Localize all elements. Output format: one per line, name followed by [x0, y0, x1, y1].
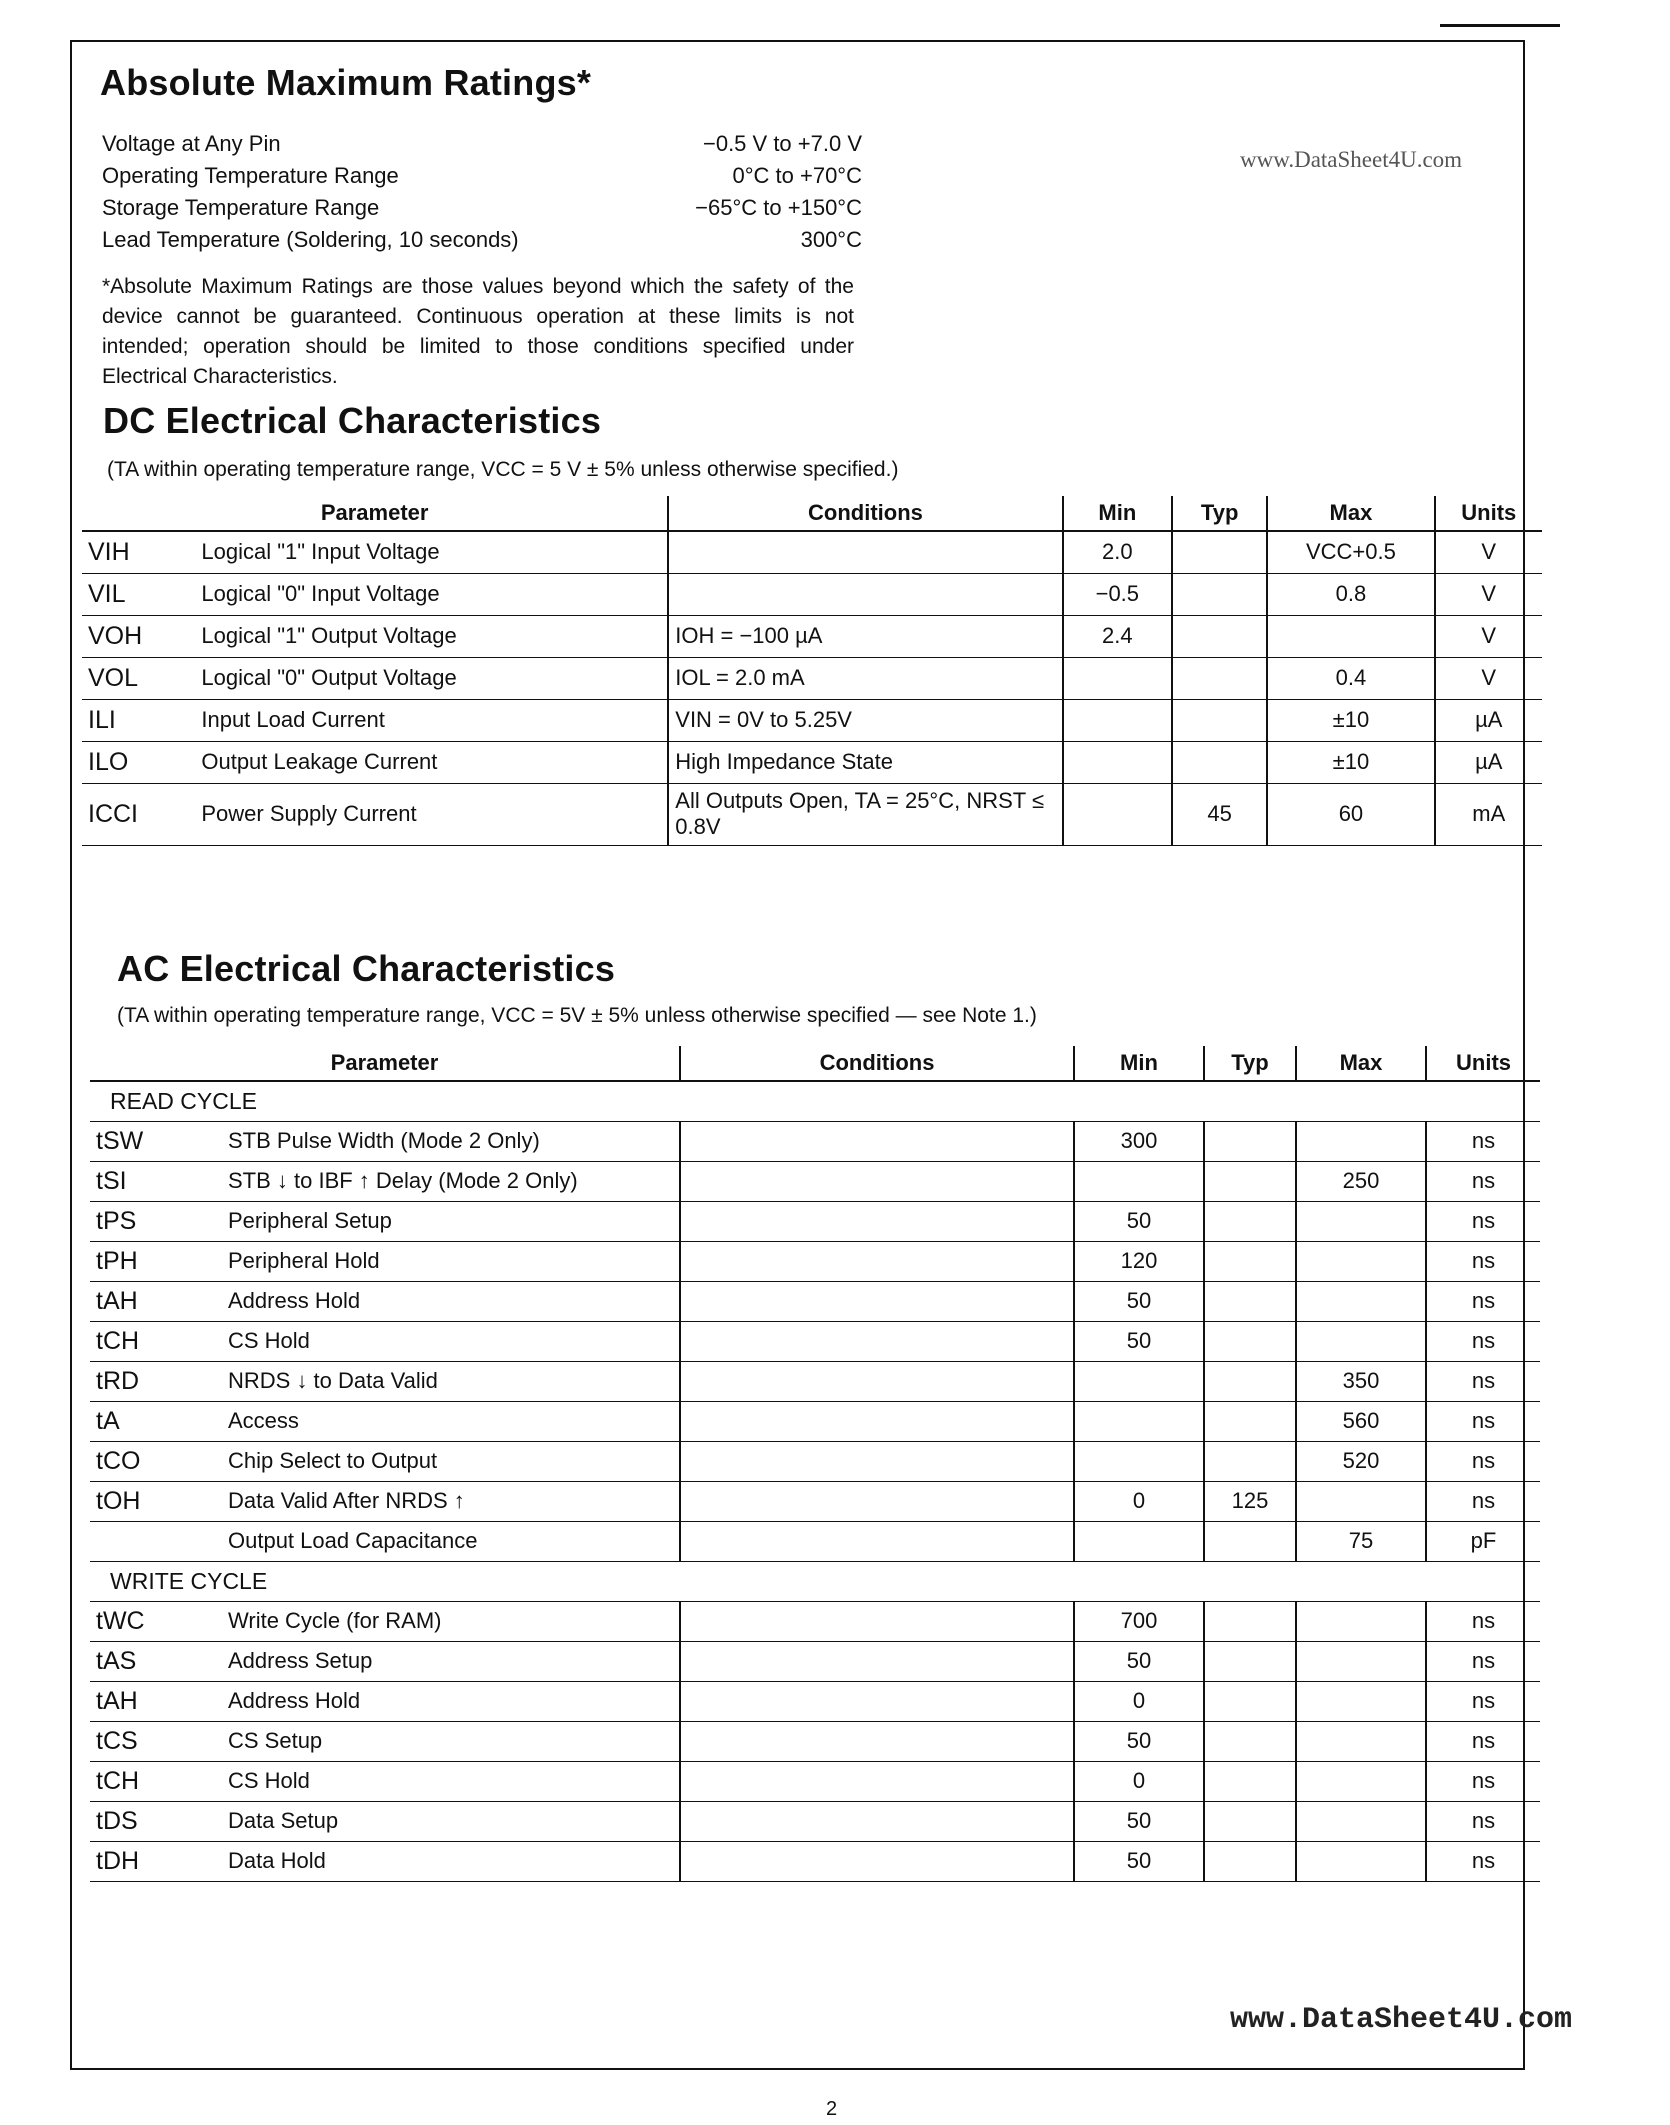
dc-min [1063, 699, 1172, 741]
ac-min [1074, 1401, 1204, 1441]
dc-typ [1172, 657, 1267, 699]
dc-subtitle: (TA within operating temperature range, VCC = 5 V ± 5% unless otherwise specified.) [107, 458, 899, 481]
dc-min [1063, 783, 1172, 845]
dc-units: V [1435, 573, 1543, 615]
ac-units: ns [1426, 1201, 1540, 1241]
ac-min [1074, 1441, 1204, 1481]
dc-max: ±10 [1267, 699, 1434, 741]
dc-typ [1172, 531, 1267, 573]
dc-units: V [1435, 657, 1543, 699]
ac-units: ns [1426, 1761, 1540, 1801]
ac-min: 50 [1074, 1321, 1204, 1361]
ac-typ [1204, 1441, 1296, 1481]
ac-parameter: NRDS ↓ to Data Valid [222, 1361, 680, 1401]
top-edge-mark [1440, 24, 1560, 27]
ac-row [90, 1241, 1540, 1281]
ac-parameter: Output Load Capacitance [222, 1521, 680, 1561]
ac-symbol: tRD [90, 1361, 222, 1401]
dc-conditions: VIN = 0V to 5.25V [668, 699, 1062, 741]
dc-min [1063, 657, 1172, 699]
dc-min: −0.5 [1063, 573, 1172, 615]
dc-row [82, 615, 1542, 657]
dc-row [82, 573, 1542, 615]
dc-header-units: Units [1435, 496, 1543, 531]
ac-max [1296, 1321, 1426, 1361]
ac-parameter: CS Setup [222, 1721, 680, 1761]
ac-row [90, 1321, 1540, 1361]
ac-units: ns [1426, 1681, 1540, 1721]
ac-conditions [680, 1641, 1074, 1681]
dc-conditions: IOL = 2.0 mA [668, 657, 1062, 699]
ac-parameter: STB ↓ to IBF ↑ Delay (Mode 2 Only) [222, 1161, 680, 1201]
ac-row [90, 1401, 1540, 1441]
ac-min: 120 [1074, 1241, 1204, 1281]
ac-conditions [680, 1481, 1074, 1521]
ac-units: ns [1426, 1641, 1540, 1681]
ac-conditions [680, 1241, 1074, 1281]
dc-min [1063, 741, 1172, 783]
ac-max: 250 [1296, 1161, 1426, 1201]
ac-row [90, 1521, 1540, 1561]
ac-symbol: tCO [90, 1441, 222, 1481]
ac-typ [1204, 1841, 1296, 1881]
ac-header-min: Min [1074, 1046, 1204, 1081]
ac-units: ns [1426, 1801, 1540, 1841]
dc-units: mA [1435, 783, 1543, 845]
ac-header-row [90, 1046, 1540, 1081]
ac-typ [1204, 1201, 1296, 1241]
rating-label: Storage Temperature Range [102, 195, 380, 220]
dc-header-row [82, 496, 1542, 531]
read-cycle-label: READ CYCLE [90, 1081, 1540, 1121]
ac-typ [1204, 1521, 1296, 1561]
ac-symbol [90, 1521, 222, 1561]
ac-max [1296, 1601, 1426, 1641]
ac-row [90, 1481, 1540, 1521]
ac-parameter: Access [222, 1401, 680, 1441]
ac-row [90, 1161, 1540, 1201]
ac-units: ns [1426, 1721, 1540, 1761]
ac-parameter: Address Hold [222, 1681, 680, 1721]
dc-title: DC Electrical Characteristics [103, 400, 602, 441]
ac-max: 350 [1296, 1361, 1426, 1401]
watermark-bottom[interactable]: www.DataSheet4U.com [1230, 2003, 1573, 2037]
ac-conditions [680, 1121, 1074, 1161]
ac-row [90, 1801, 1540, 1841]
ac-symbol: tA [90, 1401, 222, 1441]
ac-max [1296, 1801, 1426, 1841]
ac-max [1296, 1641, 1426, 1681]
dc-header-conditions: Conditions [668, 496, 1062, 531]
ac-max [1296, 1721, 1426, 1761]
ac-units: ns [1426, 1841, 1540, 1881]
ac-units: ns [1426, 1601, 1540, 1641]
ac-min: 50 [1074, 1281, 1204, 1321]
dc-min: 2.4 [1063, 615, 1172, 657]
dc-max: 0.8 [1267, 573, 1434, 615]
ac-max: 560 [1296, 1401, 1426, 1441]
dc-conditions [668, 573, 1062, 615]
ac-max [1296, 1761, 1426, 1801]
ac-conditions [680, 1281, 1074, 1321]
dc-max: VCC+0.5 [1267, 531, 1434, 573]
ac-parameter: Peripheral Setup [222, 1201, 680, 1241]
dc-symbol: VOH [82, 615, 195, 657]
ac-max [1296, 1121, 1426, 1161]
ac-min: 700 [1074, 1601, 1204, 1641]
ac-units: ns [1426, 1441, 1540, 1481]
dc-typ: 45 [1172, 783, 1267, 845]
ac-row [90, 1641, 1540, 1681]
ac-conditions [680, 1521, 1074, 1561]
ac-units: ns [1426, 1281, 1540, 1321]
ac-table [90, 1046, 1540, 1882]
ac-header-conditions: Conditions [680, 1046, 1074, 1081]
rating-value: 300°C [800, 227, 862, 252]
ac-row [90, 1681, 1540, 1721]
dc-units: V [1435, 615, 1543, 657]
dc-typ [1172, 573, 1267, 615]
dc-header-typ: Typ [1172, 496, 1267, 531]
dc-conditions [668, 531, 1062, 573]
ac-header-units: Units [1426, 1046, 1540, 1081]
ac-symbol: tCS [90, 1721, 222, 1761]
ac-parameter: Data Setup [222, 1801, 680, 1841]
dc-parameter: Logical "1" Output Voltage [195, 615, 668, 657]
ac-units: ns [1426, 1481, 1540, 1521]
dc-parameter: Logical "0" Input Voltage [195, 573, 668, 615]
dc-max: 0.4 [1267, 657, 1434, 699]
ac-min: 50 [1074, 1721, 1204, 1761]
dc-symbol: VIH [82, 531, 195, 573]
ac-row [90, 1281, 1540, 1321]
ac-symbol: tCH [90, 1321, 222, 1361]
ac-conditions [680, 1161, 1074, 1201]
ac-symbol: tAH [90, 1681, 222, 1721]
dc-typ [1172, 741, 1267, 783]
ac-min [1074, 1521, 1204, 1561]
rating-row [102, 128, 862, 160]
ac-parameter: CS Hold [222, 1321, 680, 1361]
ac-max: 520 [1296, 1441, 1426, 1481]
ac-symbol: tPH [90, 1241, 222, 1281]
rating-row [102, 192, 862, 224]
dc-symbol: ILI [82, 699, 195, 741]
ac-header-typ: Typ [1204, 1046, 1296, 1081]
ac-header-parameter: Parameter [90, 1046, 680, 1081]
ac-conditions [680, 1681, 1074, 1721]
dc-parameter: Logical "1" Input Voltage [195, 531, 668, 573]
ac-conditions [680, 1401, 1074, 1441]
ac-conditions [680, 1201, 1074, 1241]
dc-conditions: All Outputs Open, TA = 25°C, NRST ≤ 0.8V [668, 783, 1062, 845]
ac-min: 300 [1074, 1121, 1204, 1161]
ac-typ [1204, 1641, 1296, 1681]
ac-conditions [680, 1441, 1074, 1481]
ac-typ [1204, 1161, 1296, 1201]
ac-parameter: Chip Select to Output [222, 1441, 680, 1481]
dc-table [82, 496, 1542, 846]
ac-max [1296, 1281, 1426, 1321]
ac-units: ns [1426, 1401, 1540, 1441]
write-cycle-label: WRITE CYCLE [90, 1561, 1540, 1601]
ac-units: ns [1426, 1161, 1540, 1201]
ac-min: 50 [1074, 1201, 1204, 1241]
dc-row [82, 783, 1542, 845]
ac-parameter: Data Valid After NRDS ↑ [222, 1481, 680, 1521]
dc-parameter: Output Leakage Current [195, 741, 668, 783]
ac-row [90, 1721, 1540, 1761]
ac-conditions [680, 1721, 1074, 1761]
dc-row [82, 657, 1542, 699]
ac-symbol: tDH [90, 1841, 222, 1881]
page-number: 2 [826, 2098, 838, 2120]
watermark-top[interactable]: www.DataSheet4U.com [1240, 147, 1463, 172]
ac-min: 0 [1074, 1481, 1204, 1521]
ac-units: ns [1426, 1241, 1540, 1281]
ac-typ [1204, 1401, 1296, 1441]
ac-typ [1204, 1241, 1296, 1281]
rating-label: Voltage at Any Pin [102, 131, 281, 156]
ac-min: 0 [1074, 1681, 1204, 1721]
dc-units: V [1435, 531, 1543, 573]
ac-typ [1204, 1321, 1296, 1361]
rating-value: 0°C to +70°C [732, 163, 862, 188]
ac-subtitle: (TA within operating temperature range, VCC = 5V ± 5% unless otherwise specified — see Note 1.) [117, 1004, 1037, 1027]
rating-label: Lead Temperature (Soldering, 10 seconds) [102, 227, 519, 252]
ac-symbol: tOH [90, 1481, 222, 1521]
ac-header-max: Max [1296, 1046, 1426, 1081]
ac-row [90, 1361, 1540, 1401]
ac-symbol: tPS [90, 1201, 222, 1241]
ac-parameter: Address Hold [222, 1281, 680, 1321]
rating-row [102, 160, 862, 192]
ac-max [1296, 1841, 1426, 1881]
dc-units: µA [1435, 699, 1543, 741]
ac-row [90, 1121, 1540, 1161]
dc-row [82, 699, 1542, 741]
ac-max [1296, 1201, 1426, 1241]
ac-parameter: Address Setup [222, 1641, 680, 1681]
ac-row [90, 1761, 1540, 1801]
ac-conditions [680, 1761, 1074, 1801]
dc-header-min: Min [1063, 496, 1172, 531]
ac-conditions [680, 1321, 1074, 1361]
dc-header-max: Max [1267, 496, 1434, 531]
ac-symbol: tSI [90, 1161, 222, 1201]
ac-row [90, 1601, 1540, 1641]
ac-parameter: CS Hold [222, 1761, 680, 1801]
rating-value: −65°C to +150°C [695, 195, 862, 220]
dc-symbol: VOL [82, 657, 195, 699]
ac-max: 75 [1296, 1521, 1426, 1561]
ac-parameter: STB Pulse Width (Mode 2 Only) [222, 1121, 680, 1161]
rating-row [102, 224, 862, 256]
ac-units: ns [1426, 1361, 1540, 1401]
ac-parameter: Data Hold [222, 1841, 680, 1881]
dc-max: ±10 [1267, 741, 1434, 783]
dc-header-parameter: Parameter [82, 496, 668, 531]
ac-typ [1204, 1801, 1296, 1841]
ac-min [1074, 1161, 1204, 1201]
ac-units: pF [1426, 1521, 1540, 1561]
dc-parameter: Logical "0" Output Voltage [195, 657, 668, 699]
ac-row [90, 1441, 1540, 1481]
rating-value: −0.5 V to +7.0 V [702, 131, 862, 156]
ac-conditions [680, 1801, 1074, 1841]
ac-units: ns [1426, 1121, 1540, 1161]
abs-max-note: *Absolute Maximum Ratings are those values beyond which the safety of the device cannot be guaranteed. Continuous operation at these limits is not intended; operation should be limited to those conditions specified under Electrical Characteristics. [102, 275, 854, 388]
dc-units: µA [1435, 741, 1543, 783]
ac-min [1074, 1361, 1204, 1401]
ac-symbol: tAH [90, 1281, 222, 1321]
ac-symbol: tSW [90, 1121, 222, 1161]
dc-symbol: ILO [82, 741, 195, 783]
dc-symbol: ICCI [82, 783, 195, 845]
ac-symbol: tWC [90, 1601, 222, 1641]
dc-conditions: High Impedance State [668, 741, 1062, 783]
ac-conditions [680, 1601, 1074, 1641]
ac-typ [1204, 1721, 1296, 1761]
abs-max-table [102, 128, 862, 256]
ac-title: AC Electrical Characteristics [117, 948, 616, 989]
dc-typ [1172, 615, 1267, 657]
dc-symbol: VIL [82, 573, 195, 615]
ac-max [1296, 1481, 1426, 1521]
ac-parameter: Write Cycle (for RAM) [222, 1601, 680, 1641]
ac-symbol: tDS [90, 1801, 222, 1841]
dc-parameter: Power Supply Current [195, 783, 668, 845]
dc-row [82, 531, 1542, 573]
read-cycle-row [90, 1081, 1540, 1121]
ac-conditions [680, 1361, 1074, 1401]
ac-symbol: tCH [90, 1761, 222, 1801]
ac-conditions [680, 1841, 1074, 1881]
ac-symbol: tAS [90, 1641, 222, 1681]
dc-typ [1172, 699, 1267, 741]
dc-row [82, 741, 1542, 783]
ac-min: 0 [1074, 1761, 1204, 1801]
ac-typ [1204, 1361, 1296, 1401]
dc-min: 2.0 [1063, 531, 1172, 573]
dc-max [1267, 615, 1434, 657]
dc-max: 60 [1267, 783, 1434, 845]
ac-max [1296, 1681, 1426, 1721]
ac-max [1296, 1241, 1426, 1281]
dc-parameter: Input Load Current [195, 699, 668, 741]
ac-min: 50 [1074, 1801, 1204, 1841]
ac-typ [1204, 1121, 1296, 1161]
ac-typ [1204, 1281, 1296, 1321]
rating-label: Operating Temperature Range [102, 163, 399, 188]
ac-row [90, 1201, 1540, 1241]
ac-min: 50 [1074, 1641, 1204, 1681]
write-cycle-row [90, 1561, 1540, 1601]
ac-typ: 125 [1204, 1481, 1296, 1521]
ac-parameter: Peripheral Hold [222, 1241, 680, 1281]
abs-max-title: Absolute Maximum Ratings* [100, 62, 592, 103]
ac-typ [1204, 1761, 1296, 1801]
ac-units: ns [1426, 1321, 1540, 1361]
ac-typ [1204, 1681, 1296, 1721]
ac-typ [1204, 1601, 1296, 1641]
ac-row [90, 1841, 1540, 1881]
dc-conditions: IOH = −100 µA [668, 615, 1062, 657]
ac-min: 50 [1074, 1841, 1204, 1881]
